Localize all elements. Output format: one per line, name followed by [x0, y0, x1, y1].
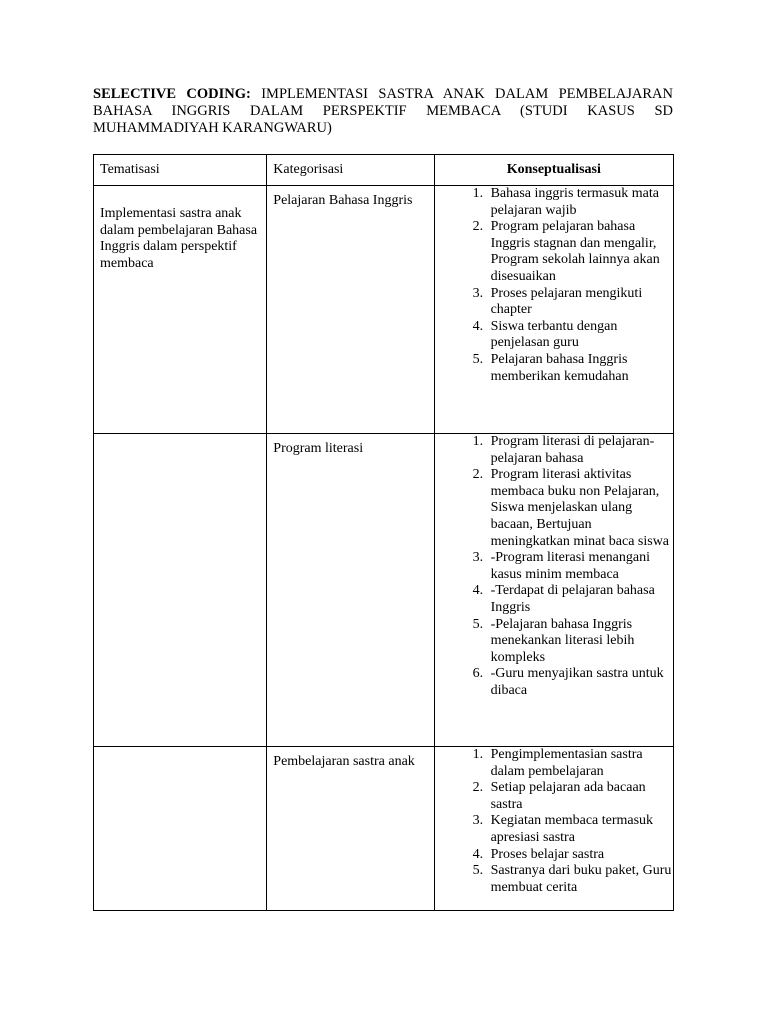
- header-tematisasi: Tematisasi: [94, 155, 267, 186]
- konsep-list: [435, 186, 673, 385]
- konseptualisasi-cell: [434, 434, 673, 747]
- konsep-item: 5. Pelajaran bahasa Inggris memberikan kemudahan: [487, 352, 673, 385]
- tematisasi-text: [94, 434, 266, 454]
- tematisasi-text: Implementasi sastra anak dalam pembelajaran Bahasa Inggris dalam perspektif membaca: [100, 206, 258, 271]
- heading-label: SELECTIVE CODING:: [93, 86, 251, 102]
- konsep-item: 4. -Terdapat di pelajaran bahasa Inggris: [487, 583, 673, 616]
- konsep-item: 3. -Program literasi menangani kasus minim membaca: [487, 550, 673, 583]
- kategorisasi-cell: [267, 747, 434, 911]
- heading-title: IMPLEMENTASI SASTRA ANAK DALAM PEMBELAJARAN BAHASA INGGRIS DALAM PERSPEKTIF MEMBACA (STUDI KASUS SD MUHAMMADIYAH KARANGWARU): [93, 86, 674, 136]
- konsep-item: 5. -Pelajaran bahasa Inggris menekankan literasi lebih kompleks: [487, 617, 673, 667]
- tematisasi-cell: [94, 434, 267, 747]
- tematisasi-cell: [94, 186, 267, 434]
- konsep-item: 2. Setiap pelajaran ada bacaan sastra: [487, 780, 673, 813]
- header-konseptualisasi: Konseptualisasi: [434, 155, 673, 186]
- konseptualisasi-cell: [434, 186, 673, 434]
- kategorisasi-cell: [267, 186, 434, 434]
- table-header-row: [94, 155, 674, 186]
- konsep-item: 1. Program literasi di pelajaran-pelajaran bahasa: [487, 434, 673, 467]
- konsep-item: 5. Sastranya dari buku paket, Guru membuat cerita: [487, 863, 673, 896]
- table-row: [94, 434, 674, 747]
- konsep-item: 2. Program literasi aktivitas membaca buku non Pelajaran, Siswa menjelaskan ulang bacaan, Bertujuan meningkatkan minat baca siswa: [487, 467, 673, 550]
- konsep-item: 1. Pengimplementasian sastra dalam pembelajaran: [487, 747, 673, 780]
- kategorisasi-text: Program literasi: [273, 441, 364, 456]
- konsep-item: 4. Proses belajar sastra: [487, 847, 673, 864]
- konsep-item: 3. Proses pelajaran mengikuti chapter: [487, 286, 673, 319]
- konsep-item: 6. -Guru menyajikan sastra untuk dibaca: [487, 666, 673, 699]
- document-heading: [93, 86, 673, 137]
- konsep-list: [435, 747, 673, 896]
- table-row: [94, 186, 674, 434]
- konsep-list: [435, 434, 673, 700]
- kategorisasi-text: Pembelajaran sastra anak: [273, 754, 415, 769]
- konsep-item: 2. Program pelajaran bahasa Inggris stagnan dan mengalir, Program sekolah lainnya akan disesuaikan: [487, 219, 673, 285]
- konsep-item: 3. Kegiatan membaca termasuk apresiasi sastra: [487, 813, 673, 846]
- kategorisasi-cell: [267, 434, 434, 747]
- tematisasi-text: [94, 747, 266, 767]
- coding-table: [93, 154, 674, 911]
- konsep-item: 1. Bahasa inggris termasuk mata pelajaran wajib: [487, 186, 673, 219]
- table-row: [94, 747, 674, 911]
- header-kategorisasi: Kategorisasi: [267, 155, 434, 186]
- kategorisasi-text: Pelajaran Bahasa Inggris: [273, 193, 413, 208]
- tematisasi-cell: [94, 747, 267, 911]
- konseptualisasi-cell: [434, 747, 673, 911]
- konsep-item: 4. Siswa terbantu dengan penjelasan guru: [487, 319, 673, 352]
